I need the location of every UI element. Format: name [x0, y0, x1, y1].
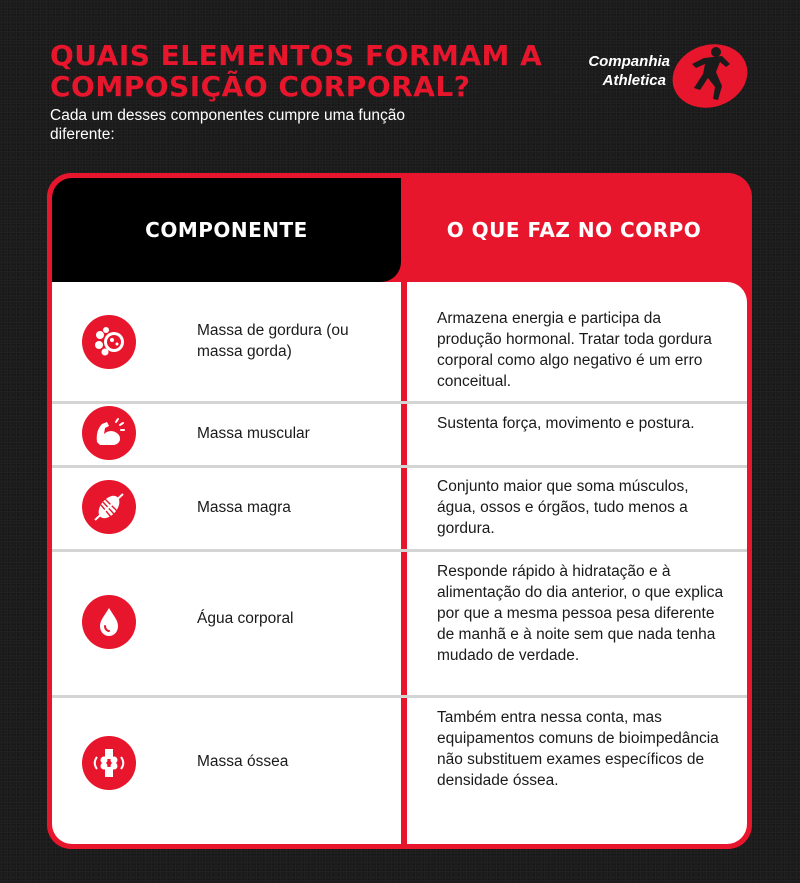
- component-label: Massa de gordura (ou massa gorda): [197, 322, 349, 360]
- column-header-component: COMPONENTE: [52, 178, 401, 282]
- page-subtitle: Cada um desses componentes cumpre uma função diferente:: [50, 107, 405, 143]
- muscle-fiber-icon: [82, 480, 136, 534]
- athlete-silhouette-icon: [670, 42, 750, 108]
- component-label: Massa óssea: [197, 753, 289, 770]
- brand-logo: [578, 42, 753, 108]
- component-description: Conjunto maior que soma músculos, água, ossos e órgãos, tudo menos a gordura.: [437, 478, 689, 537]
- component-label: Massa muscular: [197, 425, 310, 442]
- water-drop-icon: [82, 595, 136, 649]
- page-title: QUAIS ELEMENTOS FORMAM A COMPOSIÇÃO CORPORAL?: [50, 39, 543, 103]
- column-header-function: O QUE FAZ NO CORPO: [446, 218, 702, 242]
- flexed-arm-icon: [82, 406, 136, 460]
- component-description: Também entra nessa conta, mas equipamentos comuns de bioimpedância não substituem exames específicos de densidade óssea.: [437, 709, 719, 789]
- composition-table: [47, 173, 752, 849]
- row-divider: [52, 465, 747, 468]
- brand-name-line2: Athletica: [602, 72, 666, 89]
- fat-cells-icon: [82, 315, 136, 369]
- component-description: Sustenta força, movimento e postura.: [437, 415, 695, 432]
- brand-name-line1: Companhia: [588, 53, 670, 70]
- row-divider: [52, 549, 747, 552]
- component-description: Armazena energia e participa da produção hormonal. Tratar toda gordura corporal como algo negativo é um erro conceitual.: [437, 310, 712, 390]
- row-divider: [52, 695, 747, 698]
- component-description: Responde rápido à hidratação e à alimentação do dia anterior, o que explica por que a mesma pessoa pesa diferente de manhã e à noite sem que nada tenha mudado de verdade.: [437, 563, 724, 664]
- bone-joint-icon: [82, 736, 136, 790]
- component-label: Água corporal: [197, 610, 294, 627]
- component-label: Massa magra: [197, 499, 291, 516]
- row-divider: [52, 401, 747, 404]
